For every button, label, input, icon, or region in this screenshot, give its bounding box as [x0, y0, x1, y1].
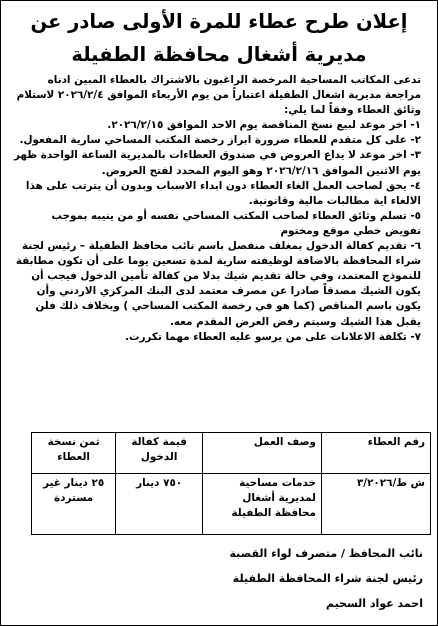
announcement-title [9, 5, 429, 71]
cell-tender-number: ش ط/٣/٢٠٢٦ [321, 474, 430, 535]
signature-title: نائب المحافظ / متصرف لواء القصبة [229, 547, 423, 560]
title-line-1: إعلان طرح عطاء للمرة الأولى صادر عن [30, 10, 408, 33]
tender-table [31, 432, 431, 535]
term-7: ٧- تكلفة الاعلانات على من يرسو عليه العطاء مهما تكررت. [125, 330, 421, 343]
term-3: ٣- اخر موعد لا يداع العروض في صندوق العطاءات بالمديرية الساعة الواحدة ظهر يوم الاثنين الموافق ٢٠٢٦/٢/١٦ وهو اليوم المحدد لفتح العروض. [13, 149, 421, 177]
intro-paragraph: تدعى المكاتب المساحية المرخصة الراغبون بالاشتراك بالعطاء المبين ادناه مراجعة مديرية اشغال الطفيلة اعتباراً من يوم الأربعاء الموافق ٢٠٢٦/٢/٤ لاستلام وثائق العطاء وفقاً لما يلي: [16, 74, 421, 117]
header-tender-number: رقم العطاء [321, 433, 430, 474]
header-bid-bond-value: قيمة كفالة الدخول [116, 433, 203, 474]
signature-committee: رئيس لجنة شراء المحافظة الطفيلة [232, 572, 423, 585]
term-5: ٥- تسلم وثائق العطاء لصاحب المكتب المساحي نفسه أو من ينيبه بموجب تفويض خطي موقع ومختوم [51, 209, 421, 237]
term-2: ٢- على كل متقدم للعطاء ضرورة ابراز رخصة المكتب المساحي سارية المفعول. [19, 134, 421, 147]
term-1: ١- اخر موعد لبيع نسخ المناقصة يوم الاحد الموافق ٢٠٢٦/٢/١٥. [107, 119, 421, 132]
signature-block [151, 541, 423, 616]
cell-copy-price: ٢٥ دينار غير مستردة [32, 474, 116, 535]
cell-bid-bond-value: ٧٥٠ دينار [116, 474, 203, 535]
term-4: ٤- يحق لصاحب العمل الغاء العطاء دون ابداء الاسباب وبدون أن يترتب على هذا الالغاء اية مطالبات مالية وقانونية. [25, 179, 421, 207]
title-line-2: مديرية أشغال محافظة الطفيلة [71, 43, 367, 66]
header-work-description: وصف العمل [203, 433, 322, 474]
table-row [32, 474, 431, 535]
announcement-body [13, 73, 421, 345]
cell-work-description: خدمات مساحية لمديرية أشغال محافظة الطفيلة [203, 474, 322, 535]
term-6: ٦- تقديم كفالة الدخول بمغلف منفصل باسم نائب محافظ الطفيلة – رئيس لجنة شراء المحافظة بالاضافة لوظيفته سارية لمدة تسعين يوما على أن تكون مطابقة للنموذج المعتمد، وفي حالة تقديم شيك بدلا من كفالة تأمين الدخول فيجب أن يكون الشيك مصدقاً صادرا عن مصرف معتمد لدى البنك المركزي الاردني وأن يكون باسم المناقص (كما هو في رخصة المكتب المساحي ) وبخلاف ذلك فلن يقبل هذا الشيك وسيتم رفض العرض المقدم معه. [15, 240, 421, 328]
signature-name: احمد عواد السحيم [325, 597, 423, 610]
header-copy-price: ثمن نسخة العطاء [32, 433, 116, 474]
table-header-row [32, 433, 431, 474]
